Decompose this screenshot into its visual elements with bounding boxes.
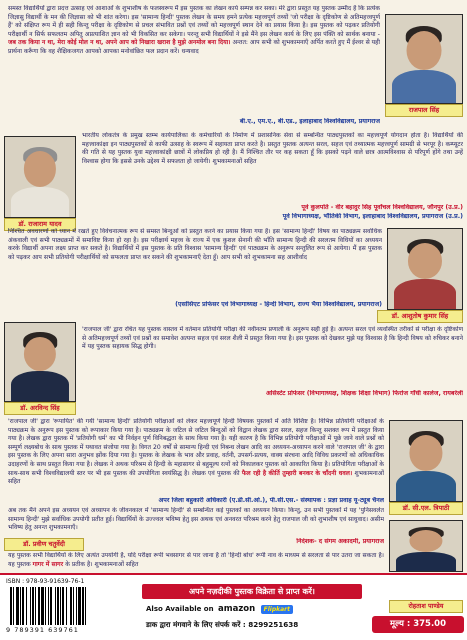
price-badge: मूल्य : 375.00 [372, 616, 464, 633]
nameplate-rajaram: डॉ. राजाराम यादव [4, 218, 76, 231]
nameplate-ashutosh: डॉ. आशुतोष कुमार सिंह [377, 310, 463, 323]
block-7-tail: के प्रतीक है। शुभकामनाओं सहित [65, 560, 139, 568]
text-block-6-body [8, 507, 384, 537]
nameplate-praveen: डॉ. प्रवीण चतुर्वेदी [4, 538, 84, 551]
text-block-2 [82, 132, 463, 202]
barcode-icon [10, 587, 130, 625]
barcode-digits: 9 789391 639761 [6, 626, 79, 634]
availability-banner: अपने नज़दीकी पुस्तक विक्रेता से प्राप्त करें। [142, 584, 362, 599]
block-4-body: 'राजपाल जी' द्वारा रचित यह पुस्तक वास्तव में वर्तमान प्रतियोगी परीक्षा की नवीनतम प्रणाली के अनुरूप सही हुई है। अत्यन्त सरल एवं व्यवस्थित तरीकों से परीक्षा के दृष्टिकोण से अतिमहत्त्वपूर्ण तथ्यों एवं प्रश्नों का समावेश अत्यन्त सहज एवं सरल शैली में प्रस्तुत किया गया है। इस पुस्तक को देखकर मुझे यह विश्वास है कि हिन्दी विषय को रुचिकर बनाने में यह पुस्तक सहायक सिद्ध होगी। [82, 326, 463, 351]
text-block-4 [82, 326, 463, 386]
block-7-quote: गागर में सागर [32, 560, 66, 568]
text-block-1 [8, 5, 380, 117]
photo-arvind [4, 322, 76, 402]
postal-order-contact: डाक द्वारा मंगवाने के लिए संपर्क करें : 8299251638 [146, 620, 299, 629]
block-5-quote: फैल रही है कीर्ति तुम्हारी बनकर के चाँदनी धवल। [241, 469, 353, 477]
block-5-body: 'राजपाल जी' द्वारा 'रूपायित' की गयी 'सामान्य हिन्दी' प्रतियोगी परीक्षाओं को लेकर महत्त्वपूर्ण हिन्दी विषयक पुस्तकों में अति विशिष्ट है। विभिन्न प्रतियोगी परीक्षाओं के पाठ्यक्रम के अनुरूप इस पुस्तक को रूपाकार किया गया है। पाठ्यक्रम के जटिल से जटिल बिन्दुओं को विद्वान लेखक द्वारा सरल, सहज किन्तु सशक्त रूप में प्रस्तुत किया गया है। लेखक द्वारा पुस्तक में 'प्रतियोगी धर्म' का भी निर्वहन पूर्ण विनिबद्धता के साथ किया गया है। यही कारण है कि विभिन्न प्रतियोगी परीक्षाओं में पूछे जाने वाले प्रश्नों को सम्पूर्ण लक्ष्यबोध के साथ पुस्तक में यथावत संजोया गया है। विगत 20 वर्षों से सामान्य हिन्दी एवं निबन्ध लेखन आदि का अध्ययन-अध्यापन करने वाले 'राजपाल जी' के द्वारा इस पुस्तक के लिए अपना सारा अनुभव झोंक दिया गया है। पुस्तक के लेखक के भाव और प्रवाह, वर्तनी, उपसर्ग-प्रत्यय, वाक्य संरचना आदि विविध प्रकरणों को अधिकाधिक उदाहरणों के साथ प्रस्तुत किया गया है। लेखक ने अथक परिश्रम से हिन्दी के महासागर से बहुमूल्य रत्नों को निकालकर पुस्तक को आकारित किया है। प्रतियोगिता परीक्षाओं के साथ-साथ सभी विश्वविद्यालयी स्तर पर भी इस पुस्तक की उपयोगिता स्वयंसिद्ध है। लेखक एवं पुस्तक की [8, 418, 384, 477]
nameplate-arvind: डॉ. अरविन्द सिंह [4, 402, 76, 415]
block-6-body: अब तक मैंने अपने इस अध्ययन एवं अध्यापन के जीवनकाल में 'सामान्य हिन्दी' से सम्बन्धित कई पुस्तकों का अध्ययन किया। किन्तु, उन सभी पुस्तकों में यह 'पुनिसवर्लत सामान्य हिन्दी' मुझे सर्वाधिक उपयोगी प्रतीत हुई। विद्यार्थियों के उज्ज्वल भविष्य हेतु इस अथक एवं अनवरत परिश्रम करने हेतु राजपाल जी को शुभाशीष एवं साधुवाद। असीम भविष्य हेतु अनन्त शुभकामनाएँ। [8, 507, 384, 532]
text-block-7 [8, 552, 384, 572]
text-block-3 [8, 228, 382, 298]
nameplate-rohtash: रोहताश पाण्डेय [389, 600, 463, 613]
block-3-body: निश्चित अवधारणों को ध्यान में रखते हुए विवेचनात्मक रूप से समस्त बिन्दुओं को प्रस्तुत करने का प्रयास किया गया है। इस 'सामान्य हिन्दी' विषय का पाठ्यक्रम सर्वाधिक अंकवाली एवं सभी पाठ्यक्रमों में समाविष्ट किया हो रहा है। इस परीक्षार्थ महत्त्व के राज्य में एक कुशल सेनानी की भाँति सामान्य हिन्दी की सरलतम विधियों का अध्ययन करके विद्यार्थी अपना लक्ष्य प्राप्त कर सकते है। विद्यार्थियों में इस पुस्तक के प्रति विश्वास 'सामान्य हिन्दी' एवं पाठ्यक्रम के अनुरूप सन्तुलित रूप से आयेगा। मैं इस पुस्तक को पढ़कर आप सभी प्रतियोगी परीक्षार्थियों को सफलता प्राप्त कर सकने की शुभकामनाएँ देता हूँ। आप सभी को शुभकामना सह आशीर्वाद [8, 228, 382, 261]
block-1-tail: अन्तत: आप सभी को शुभकामनाएँ अर्पित करते हुए मैं ईश्वर से यही प्रार्थना करूँगा कि वह शैक्षिकजगत आपको आपका मनोवांछित फल प्रदान करें। धन्यवाद [8, 39, 380, 55]
block-2-body: भारतीय लोकतंत्र के प्रमुख स्तम्भ कार्यपालिका के कर्मचारियों के निर्माण में प्रशासनिक सेवा से सम्बन्धित पाठ्यपुस्तकों का महत्त्वपूर्ण योगदान होता है। विद्यार्थियों की महत्त्वाकांक्षा इन पाठ्यपुस्तकों से काफी उत्साह के स्वरूप में सहायता प्राप्त करते है। प्रस्तुत पुस्तक अत्यन्त सरल, सहज एवं तथ्यात्मक महत्त्वपूर्ण सामग्री से भरपूर है। कम्प्यूटर की गति से यह पुस्तक युवा महत्त्वाकांक्षी छात्रों में लोकप्रिय हो रही है। मैं निश्चित तौर पर कह सकता हूँ कि इसको पढ़ने वाले छात्र आत्मविश्वास से परिपूर्ण होंगे तथा उन्हें विश्वास होगा कि इससे उनके उद्देश्य में सफलता हो जायेगी। शुभकामनाओं सहित [82, 132, 463, 165]
photo-rajaram [4, 136, 76, 218]
online-availability [146, 604, 293, 614]
signature-2a: पूर्व कुलपति - वीर बहादुर सिंह पूर्वांचल विश्वविद्यालय, जौनपुर (उ.प्र.) [301, 204, 463, 211]
barcode-bar [86, 587, 88, 625]
block-5-tail: शुभकामनाओं सहित [8, 469, 384, 486]
flipkart-logo-icon: Flipkart [261, 605, 293, 614]
amazon-logo-icon: amazon [218, 604, 256, 614]
nameplate-author: राजपाल सिंह [385, 104, 463, 117]
text-block-5 [8, 418, 384, 496]
photo-tripathi [389, 420, 463, 502]
photo-rohtash [389, 520, 463, 572]
signature-1: बी.ए., एम.ए., बी.एड., इलाहाबाद विश्वविद्यालय, प्रयागराज [239, 118, 380, 125]
signature-4: असिस्टेंट प्रोफेसर (विभागाध्यक्ष, शिक्षक शिक्षा विभाग) फिरोज गाँधी कालेज, रायबरेली [265, 390, 463, 397]
signature-6: निदेशक- द संगम अकादमी, प्रयागराज [296, 538, 384, 545]
block-1-quote: जब तक किया न था, मेरा कोई मोल न था, अपने आप को निखारा खराश है मुझे अनमोल बना दिया। [8, 39, 231, 47]
nameplate-tripathi: डॉ. सी.एल. त्रिपाठी [389, 502, 463, 515]
also-available-label: Also Available on [146, 605, 214, 613]
signature-2b: पूर्व विभागाध्यक्ष, भौतिकी विभाग, इलाहाबाद विश्वविद्यालय, प्रयागराज (उ.प्र.) [282, 213, 463, 220]
signature-3: (एसोसिएट प्रोफेसर एवं विभागाध्यक्ष - हिन्दी विभाग, राज्य भैया विश्वविद्यालय, प्रयागराज) [175, 301, 382, 308]
signature-5: अपर जिला बहुकारी अधिकारी (ए.डी.सी.ओ.), पी.सी.एस.- संस्थापक : प्रज्ञा प्रवाह यू-ट्यूब चैनल [158, 497, 384, 504]
block-1-body: समस्त विद्यार्थियों द्वारा प्रदत्त उत्साह एवं आशाओं के शुभाशीष के फलस्वरूप मैं इस पुस्तक का लेखन कार्य सम्पन्न कर सका। मेरे द्वारा प्रस्तुत यह पुस्तक उम्मीद है कि प्रत्येक जिज्ञासु विद्यार्थी के मन की जिज्ञासा को भी शांत करेगा। इस 'सामान्य हिन्दी' पुस्तक लेखन के समय हमने प्रत्येक महत्त्वपूर्ण तथ्यों 'जो परीक्षा के दृष्टिकोण से अतिमहत्त्वपूर्ण हैं' को संक्षिप्त रूप में ही सही किन्तु परीक्षा के दृष्टिकोण से प्रचल संभावित प्रश्नों एवं तथ्यों को महत्त्वपूर्ण स्थान देने का प्रयास किया है। इस पुस्तक को पढ़कर प्रतियोगी परीक्षार्थी न सिर्फ सफलतम अपितु अप्रत्याशित ज्ञान को भी विकसित कर सकेगा। परन्तु सभी विद्यार्थियों ने इसे मैंने इस लेखन कार्य के लिए इस पंक्ति को सार्थक बनाया - [8, 5, 380, 38]
block-7-body: यह पुस्तक सभी विद्यार्थियों के लिए अत्यंत उपयोगी है, यदि परीक्षा रूपी भवसागर से पार जाना है तो 'हिन्दी बोध' रूपी नाव के माध्यम से सरलता से पार उतरा जा सकता है। यह पुस्तक [8, 552, 384, 568]
photo-ashutosh [387, 228, 463, 310]
photo-author [385, 14, 463, 104]
isbn-text: ISBN : 978-93-91639-76-1 [6, 578, 85, 585]
